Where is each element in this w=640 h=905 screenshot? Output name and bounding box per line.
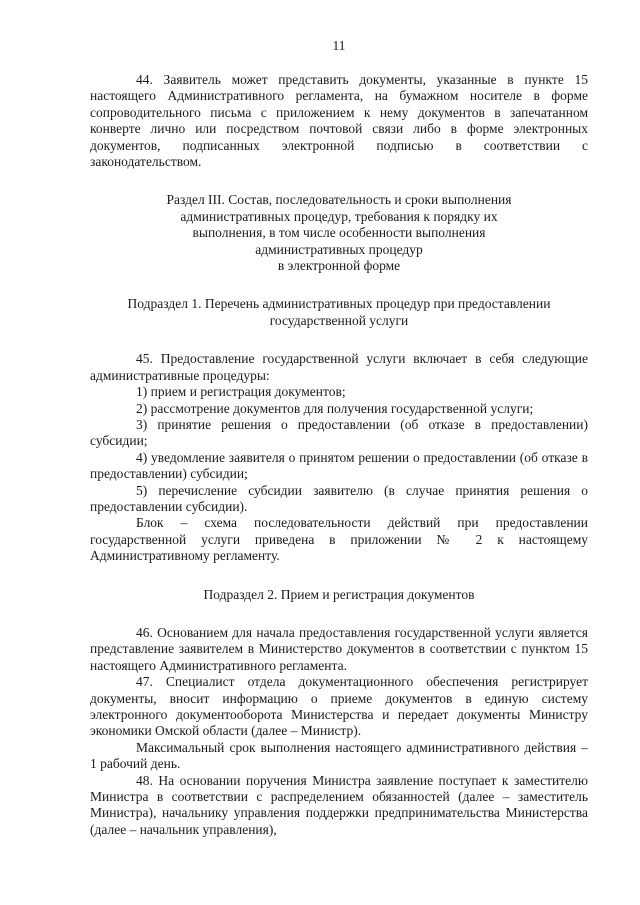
section-3-line-3: выполнения, в том числе особенности выполнения (192, 225, 486, 241)
section-3-line-4: административных процедур (255, 241, 423, 257)
page-number: 11 (332, 38, 346, 53)
paragraph-44: 44. Заявитель может представить документы, указанные в пункте 15 настоящего Административного регламента, на бумажном носителе в форме сопроводительного письма с приложением к нему документов в запечатанном конверте лично или посредством почтовой связи либо в форме электронных документов, подписанных электронной подписью в соответствии с законодательством. (90, 72, 588, 170)
paragraph-45-intro: 45. Предоставление государственной услуги включает в себя следующие административные процедуры: (90, 351, 588, 383)
subsection-1-line-2: государственной услуги (269, 312, 409, 328)
subsection-2-heading: Подраздел 2. Прием и регистрация документов (203, 586, 475, 602)
section-3-line-5: в электронной форме (277, 258, 401, 274)
subsection-1-line-1: Подраздел 1. Перечень административных процедур при предоставлении (127, 296, 551, 312)
paragraph-48: 48. На основании поручения Министра заявление поступает к заместителю Министра в соответствии с распределением обязанностей (далее – заместитель Министра), начальнику управления поддержки предпринимательства Министерства (далее – начальник управления), (90, 772, 588, 837)
list-item: 3) принятие решения о предоставлении (об отказе в предоставлении) субсидии; (90, 416, 588, 449)
list-item: 1) прием и регистрация документов; (136, 384, 346, 400)
list-item: 2) рассмотрение документов для получения государственной услуги; (136, 400, 534, 416)
paragraph-46: 46. Основанием для начала предоставления государственной услуги является представление заявителем в Министерство документов в соответствии с пунктом 15 настоящего Административного регламента. (90, 624, 588, 673)
paragraph-47-max: Максимальный срок выполнения настоящего административного действия – 1 рабочий день. (90, 739, 588, 772)
paragraph-45-block: Блок – схема последовательности действий при предоставлении государственной услуги приведена в приложении № 2 к настоящему Административному регламенту. (90, 515, 588, 564)
subsection-1-heading (90, 296, 588, 329)
section-3-line-2: административных процедур, требования к порядку их (180, 208, 498, 224)
section-3-line-1: Раздел III. Состав, последовательность и сроки выполнения (166, 192, 512, 208)
paragraph-47: 47. Специалист отдела документационного обеспечения регистрирует документы, вносит информацию о приеме документов в единую систему электронного документооборота Министерства и передает документы Министру экономики Омской области (далее – Министр). (90, 674, 588, 739)
list-item: 5) перечисление субсидии заявителю (в случае принятия решения о предоставлении субсидии). (90, 482, 588, 514)
list-item: 4) уведомление заявителя о принятом решении о предоставлении (об отказе в предоставлении) субсидии; (90, 449, 588, 482)
section-3-heading (90, 192, 588, 274)
